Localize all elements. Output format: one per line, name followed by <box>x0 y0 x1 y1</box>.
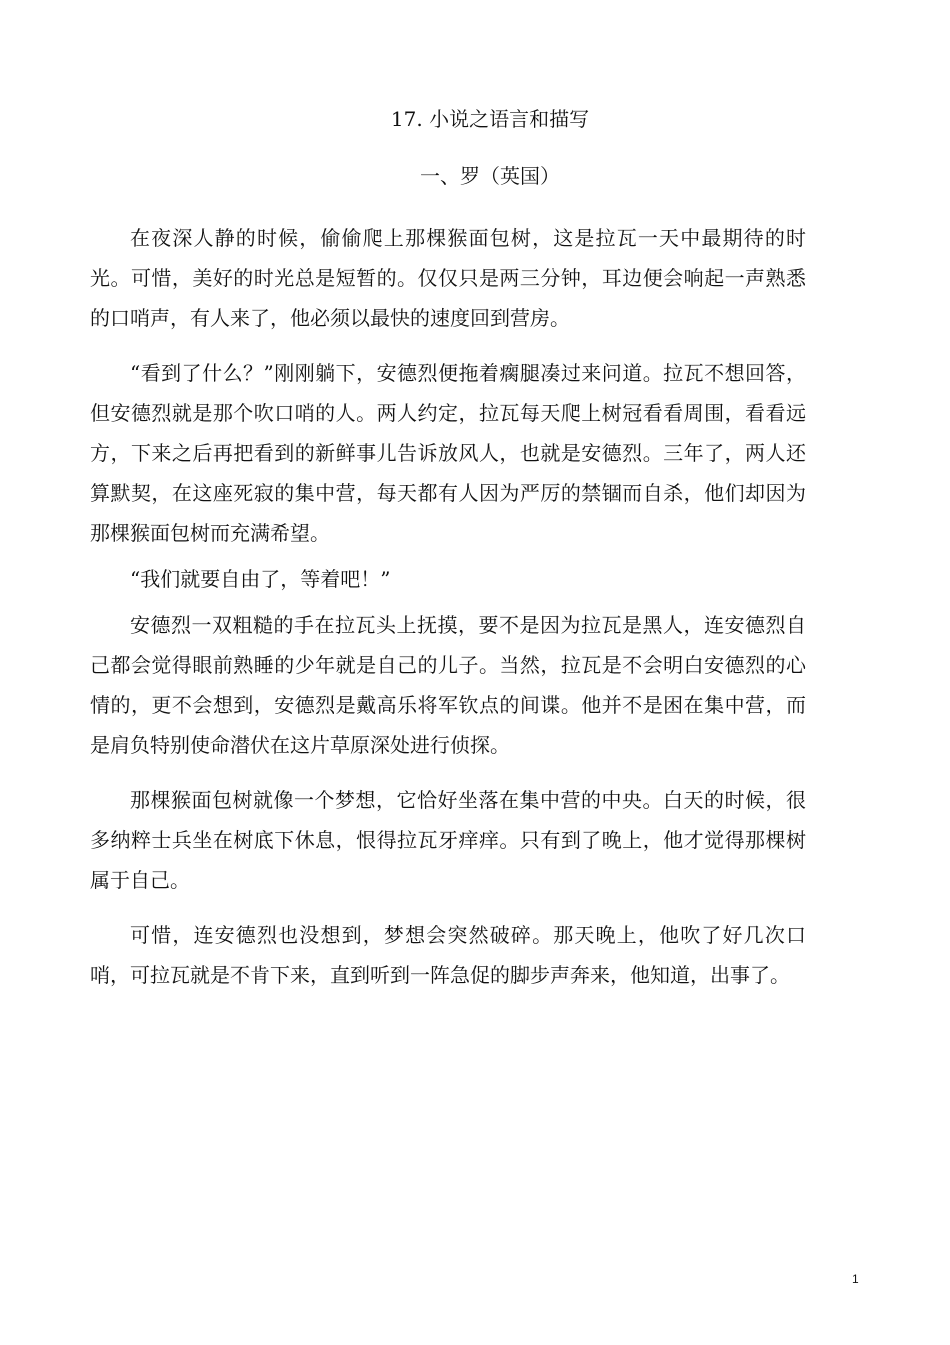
body-text <box>90 218 806 995</box>
paragraph-1: 在夜深人静的时候，偷偷爬上那棵猴面包树，这是拉瓦一天中最期待的时光。可惜，美好的时光总是短暂的。仅仅只是两三分钟，耳边便会响起一声熟悉的口哨声，有人来了，他必须以最快的速度回到营房。 <box>90 226 806 330</box>
paragraph-6: 可惜，连安德烈也没想到，梦想会突然破碎。那天晚上，他吹了好几次口哨，可拉瓦就是不肯下来，直到听到一阵急促的脚步声奔来，他知道，出事了。 <box>90 923 806 987</box>
paragraph-5: 那棵猴面包树就像一个梦想，它恰好坐落在集中营的中央。白天的时候，很多纳粹士兵坐在树底下休息，恨得拉瓦牙痒痒。只有到了晚上，他才觉得那棵树属于自己。 <box>90 788 806 892</box>
section-heading: 一、罗（英国） <box>420 164 560 188</box>
page-number: 1 <box>852 1272 859 1286</box>
document-title: 17. 小说之语言和描写 <box>390 107 590 131</box>
paragraph-3: “我们就要自由了，等着吧！” <box>130 567 391 591</box>
paragraph-4: 安德烈一双粗糙的手在拉瓦头上抚摸，要不是因为拉瓦是黑人，连安德烈自己都会觉得眼前熟睡的少年就是自己的儿子。当然，拉瓦是不会明白安德烈的心情的，更不会想到，安德烈是戴高乐将军钦点的间谍。他并不是困在集中营，而是肩负特别使命潜伏在这片草原深处进行侦探。 <box>90 613 806 757</box>
paragraph-2: “看到了什么？”刚刚躺下，安德烈便拖着瘸腿凑过来问道。拉瓦不想回答，但安德烈就是那个吹口哨的人。两人约定，拉瓦每天爬上树冠看看周围，看看远方，下来之后再把看到的新鲜事儿告诉放风人，也就是安德烈。三年了，两人还算默契，在这座死寂的集中营，每天都有人因为严厉的禁锢而自杀，他们却因为那棵猴面包树而充满希望。 <box>90 361 806 545</box>
